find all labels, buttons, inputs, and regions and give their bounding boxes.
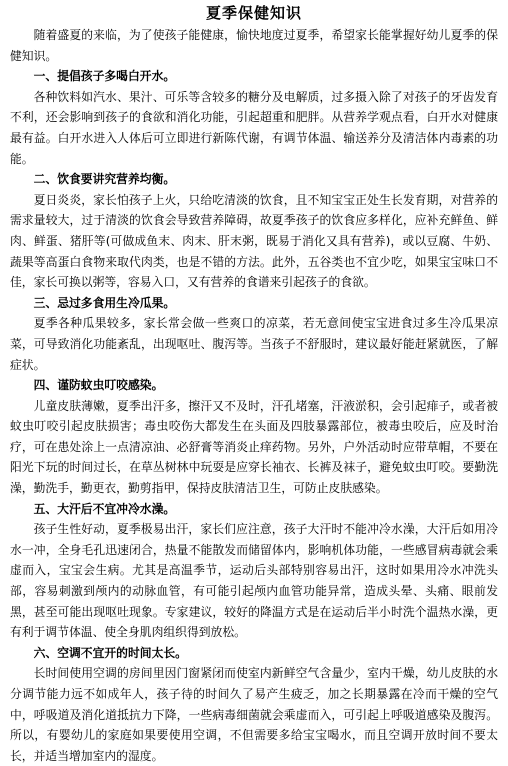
section-body: 夏日炎炎，家长怕孩子上火，只给吃清淡的饮食，且不知宝宝正处生长发育期，对营养的需求量较大，过于清淡的饮食会导致营养障碍，故夏季孩子的饮食应多样化，应补充鲜鱼、鲜肉、鲜蛋、猪肝等(可做成鱼末、肉末、肝末粥，既易于消化又具有营养)，或以豆腐、牛奶、蔬果等高蛋白食物来取代肉类，也是不错的方法。此外，五谷类也不宜少吃，如果宝宝味口不佳，家长可换以粥等，容易入口，又有营养的食谱来引起孩子的食欲。 (10, 192, 498, 290)
section-body: 孩子生性好动，夏季极易出汗，家长们应注意，孩子大汗时不能冲冷水澡，大汗后如用冷水一冲，全身毛孔迅速闭合，热量不能散发而储留体内，影响机体功能，一些感冒病毒就会乘虚而入，宝宝会生病。尤其是高温季节，运动后头部特别容易出汗，这时如果用冷水冲洗头部，容易刺激到颅内的动脉血管，有可能引起颅内血管功能异常，造成头晕、头痛、眼前发黑，甚至可能出现呕吐现象。专家建议，较好的降温方式是在运动后半小时洗个温热水澡，更有利于调节体温、使全身肌肉组织得到放松。 (10, 522, 498, 640)
document-title: 夏季保健知识 (205, 4, 302, 22)
section-4 (10, 375, 498, 499)
section-heading: 六、空调不宜开的时间太长。 (33, 645, 187, 660)
section-body: 长时间使用空调的房间里因门窗紧闭而使室内新鲜空气含量少，室内干燥，幼儿皮肤的水分调节能力远不如成年人，孩子待的时间久了易产生疲乏，加之长期暴露在冷而干燥的空气中，呼吸道及消化道抵抗力下降，一些病毒细菌就会乘虚而入，可引起上呼吸道感染及腹泻。所以，有婴幼儿的家庭如果要使用空调，不但需要多给宝宝喝水，而且空调开放时间不要太长，并适当增加室内的湿度。 (10, 666, 498, 763)
section-body: 儿童皮肤薄嫩，夏季出汗多，擦汗又不及时，汗孔堵塞，汗液淤积，会引起痱子，或者被蚊虫叮咬引起皮肤损害；毒虫咬伤大都发生在头面及四肢暴露部位，被毒虫咬后，应及时治疗，可在患处涂上一点清凉油、必舒膏等消炎止痒药物。另外，户外活动时应带草帽，不要在阳光下玩的时间过长，在草丛树林中玩耍是应穿长袖衣、长裤及袜子，避免蚊虫叮咬。要勤洗澡，勤洗手，勤更衣，勤剪指甲，保持皮肤清洁卫生，可防止皮肤感染。 (10, 398, 498, 496)
section-1 (10, 66, 498, 169)
section-heading: 五、大汗后不宜冲冷水澡。 (33, 501, 176, 516)
intro-paragraph: 随着盛夏的来临，为了使孩子能健康，愉快地度过夏季，希望家长能掌握好幼儿夏季的保健知识。 (10, 28, 498, 63)
section-6 (10, 643, 498, 766)
section-3 (10, 293, 498, 375)
section-heading: 四、谨防蚊虫叮咬感染。 (33, 378, 164, 393)
section-5 (10, 499, 498, 643)
section-heading: 三、忌过多食用生冷瓜果。 (33, 295, 176, 310)
section-heading: 一、提倡孩子多喝白开水。 (33, 69, 176, 84)
section-heading: 二、饮食要讲究营养均衡。 (33, 172, 176, 187)
section-2 (10, 169, 498, 293)
section-body: 夏季各种瓜果较多，家长常会做一些爽口的凉菜，若无意间使宝宝进食过多生冷瓜果凉菜，可导致消化功能紊乱，出现呕吐、腹泻等。当孩子不舒服时，建议最好能赶紧就医，了解症状。 (10, 316, 498, 372)
section-body: 各种饮料如汽水、果汁、可乐等含较多的糖分及电解质，过多摄入除了对孩子的牙齿发育不利，还会影响到孩子的食欲和消化功能，引起超重和肥胖。从营养学观点看，白开水对健康最有益。白开水进入人体后可立即进行新陈代谢，有调节体温、输送养分及清洁体内毒素的功能。 (10, 89, 498, 166)
